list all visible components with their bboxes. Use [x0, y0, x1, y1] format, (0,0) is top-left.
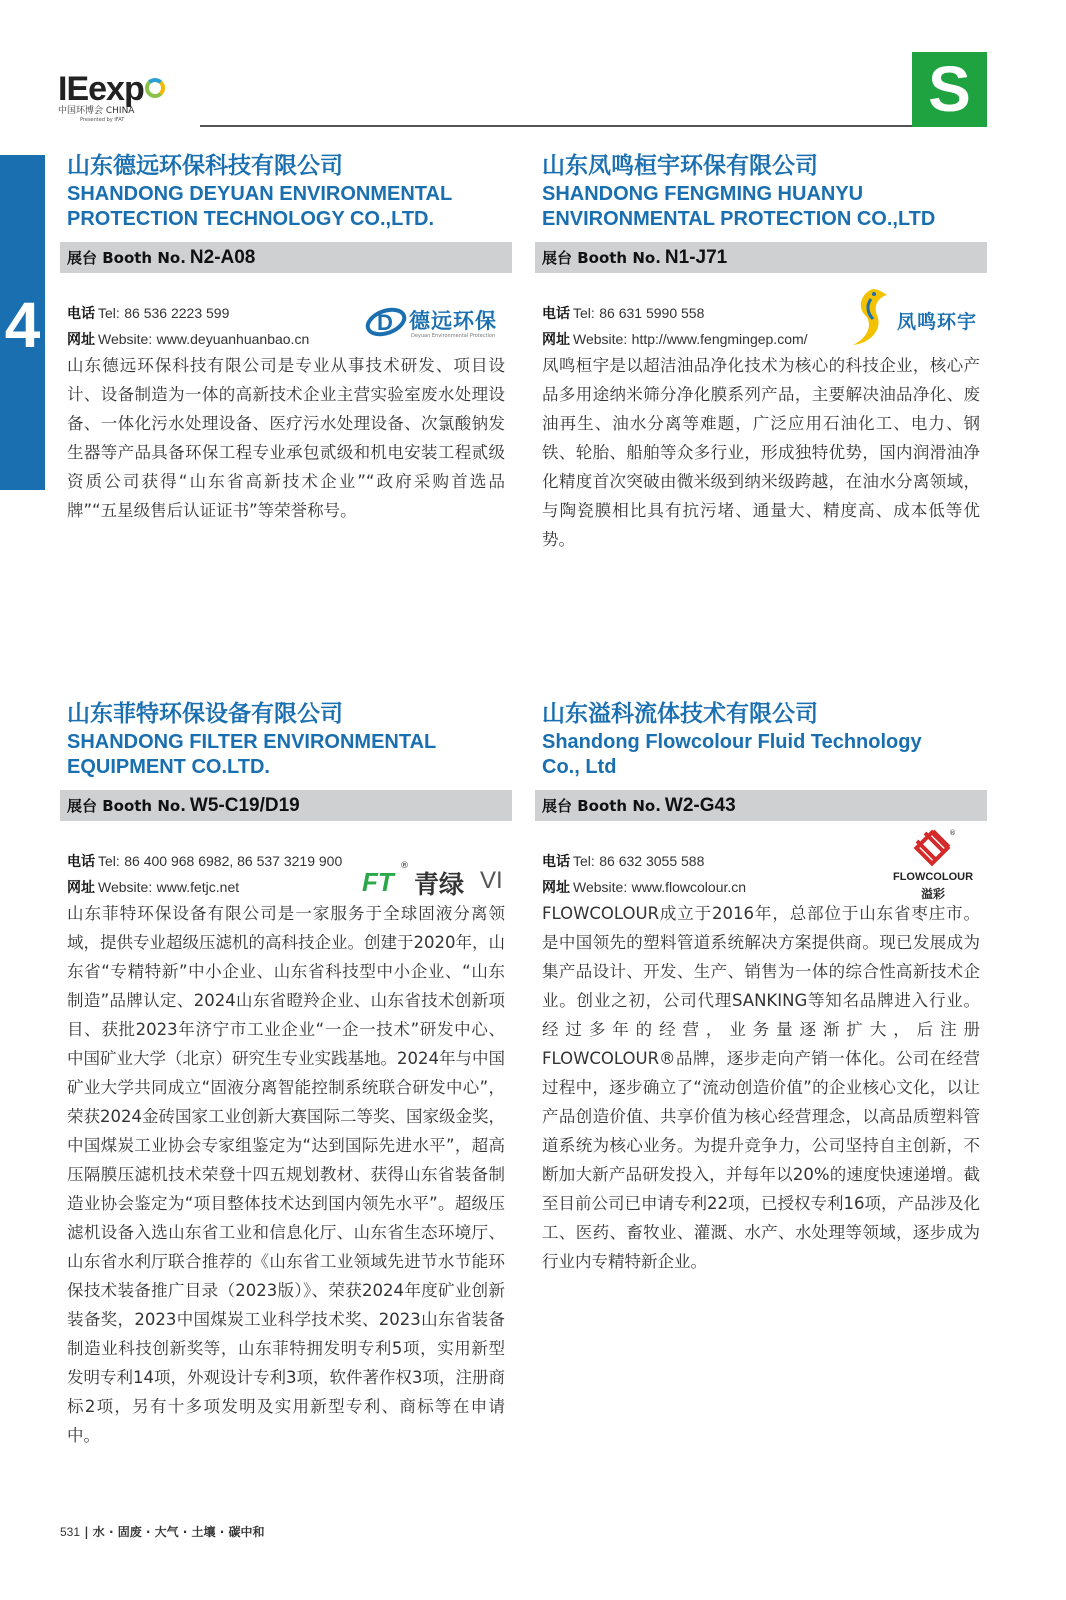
header-rule [200, 125, 987, 127]
company-description: 凤鸣桓宇是以超洁油品净化技术为核心的科技企业，核心产品多用途纳米筛分净化膜系列产品，主要解决油品净化、废油再生、油水分离等难题，广泛应用石油化工、电力、钢铁、轮胎、船舶等众多行业，形成独特优势，国内润滑油净化精度首次突破由微米级到纳米级跨越，在油水分离领域，与陶瓷膜相比具有抗污堵、通量大、精度高、成本低等优势。 [542, 356, 980, 549]
contact-block [535, 273, 987, 351]
website-link[interactable]: www.fetjc.net [156, 879, 240, 895]
deyuan-logo-subtext: Deyuan Environmental Protection [411, 333, 496, 339]
phoenix-icon [843, 285, 891, 351]
booth-number: W5-C19/D19 [189, 795, 300, 816]
booth-bar [535, 790, 987, 821]
company-name-cn: 山东溢科流体技术有限公司 [542, 701, 818, 727]
qinglv-logo-suffix: VI [480, 867, 503, 894]
deyuan-logo-text: 德远环保 [409, 309, 497, 333]
qinglv-logo-text: 青绿 [414, 870, 465, 899]
footer-separator: | [84, 1525, 89, 1539]
company-description: FLOWCOLOUR成立于2016年，总部位于山东省枣庄市。是中国领先的塑料管道系统解决方案提供商。现已发展成为集产品设计、开发、生产、销售为一体的综合性高新技术企业。创业之初，公司代理SANKING等知名品牌进入行业。经过多年的经营，业务量逐渐扩大，后注册FLOWCOLOUR®品牌，逐步走向产销一体化。公司在经营过程中，逐步确立了“流动创造价值”的企业核心文化，以让产品创造价值、共享价值为核心经营理念，以高品质塑料管道系统为核心业务。为提升竞争力，公司坚持自主创新，不断加大新产品研发投入，并每年以20%的速度快速递增。截至目前公司已申请专利22项，已授权专利16项，产品涉及化工、医药、畜牧业、灌溉、水产、水处理等领域，逐步成为行业内专精特新企业。 [542, 904, 980, 1271]
page-footer [60, 1523, 264, 1540]
company-name-en: SHANDONG FILTER ENVIRONMENTAL EQUIPMENT CO.LTD. [67, 731, 437, 778]
section-letter-tab: S [912, 52, 987, 127]
company-card [535, 698, 987, 1276]
tel-row: 电话 Tel: 86 400 968 6982, 86 537 3219 900 [67, 853, 343, 870]
booth-label: 展台 Booth No. [67, 797, 186, 815]
website-link[interactable]: www.deyuanhuanbao.cn [156, 331, 310, 347]
booth-label: 展台 Booth No. [542, 797, 661, 815]
tel-value: 86 631 5990 558 [599, 305, 705, 321]
logo-main-text: IEexp [58, 70, 144, 108]
tel-value: 86 632 3055 588 [599, 853, 705, 869]
company-description: 山东德远环保科技有限公司是专业从事技术研发、项目设计、设备制造为一体的高新技术企业主营实验室废水处理设备、一体化污水处理设备、医疗污水处理设备、次氯酸钠发生器等产品具备环保工程专业承包贰级和机电安装工程贰级资质公司获得“山东省高新技术企业”“政府采购首选品牌”“五星级售后认证证书”等荣誉称号。 [67, 356, 505, 520]
website-row: 网址 Website: www.flowcolour.cn [542, 879, 747, 896]
tel-row: 电话 Tel: 86 632 3055 588 [542, 853, 705, 870]
booth-label: 展台 Booth No. [542, 249, 661, 267]
flowcolour-logo-text: FLOWCOLOUR [892, 871, 974, 883]
svg-text:®: ® [949, 829, 956, 837]
flowcolour-emblem-icon [911, 827, 955, 871]
booth-bar [60, 790, 512, 821]
ieexpo-logo [58, 72, 178, 132]
website-row: 网址 Website: www.fetjc.net [67, 879, 240, 896]
website-link[interactable]: http://www.fengmingep.com/ [631, 331, 808, 347]
booth-number: W2-G43 [664, 795, 736, 816]
company-name-cn: 山东凤鸣桓宇环保有限公司 [542, 153, 818, 179]
company-name-cn: 山东德远环保科技有限公司 [67, 153, 343, 179]
website-link[interactable]: www.flowcolour.cn [631, 879, 747, 895]
logo-subtitle: 中国环博会 CHINA [58, 106, 135, 116]
booth-bar [535, 242, 987, 273]
booth-number: N1-J71 [664, 247, 728, 268]
company-card [60, 698, 512, 1450]
tel-value: 86 536 2223 599 [124, 305, 230, 321]
company-card [535, 150, 987, 554]
fengming-logo-text: 凤鸣环宇 [897, 311, 978, 333]
contact-block [535, 821, 987, 899]
footer-topics: 水 · 固废 · 大气 · 土壤 · 碳中和 [92, 1525, 265, 1539]
tel-row: 电话 Tel: 86 536 2223 599 [67, 305, 230, 322]
deyuan-logo [365, 303, 515, 343]
fengming-logo [843, 285, 987, 351]
tel-value: 86 400 968 6982, 86 537 3219 900 [124, 853, 343, 869]
qinglv-logo-mark: FT [362, 867, 394, 897]
booth-bar [60, 242, 512, 273]
contact-block [60, 821, 512, 899]
website-row: 网址 Website: www.deyuanhuanbao.cn [67, 331, 310, 348]
contact-block [60, 273, 512, 351]
company-name-en: Shandong Flowcolour Fluid Technology Co., Ltd [542, 731, 922, 778]
booth-label: 展台 Booth No. [67, 249, 186, 267]
page-number: 531 [60, 1525, 81, 1539]
svg-text:D: D [377, 310, 393, 335]
company-name-en: SHANDONG FENGMING HUANYU ENVIRONMENTAL PROTECTION CO.,LTD [542, 183, 936, 230]
tel-row: 电话 Tel: 86 631 5990 558 [542, 305, 705, 322]
qinglv-logo: FT ® 青绿 VI [362, 861, 503, 899]
company-card [60, 150, 512, 525]
company-name-cn: 山东菲特环保设备有限公司 [67, 701, 343, 727]
deyuan-logo-icon [365, 305, 407, 339]
side-number: 4 [4, 289, 41, 361]
website-row: 网址 Website: http://www.fengmingep.com/ [542, 331, 808, 348]
company-description: 山东菲特环保设备有限公司是一家服务于全球固液分离领域，提供专业超级压滤机的高科技企业。创建于2020年，山东省“专精特新”中小企业、山东省科技型中小企业、“山东制造”品牌认定、2024山东省瞪羚企业、山东省技术创新项目、获批2023年济宁市工业企业“一企一技术”研发中心、中国矿业大学（北京）研究生专业实践基地。2024年与中国矿业大学共同成立“固液分离智能控制系统联合研发中心”，荣获2024金砖国家工业创新大赛国际二等奖、国家级金奖，中国煤炭工业协会专家组鉴定为“达到国际先进水平”，超高压隔膜压滤机技术荣登十四五规划教材、获得山东省装备制造业协会鉴定为“项目整体技术达到国内领先水平”。超级压滤机设备入选山东省工业和信息化厅、山东省生态环境厅、山东省水利厅联合推荐的《山东省工业领域先进节水节能环保技术装备推广目录（2023版）》、荣获2024年度矿业创新装备奖，2023中国煤炭工业科学技术奖、2023山东省装备制造业科技创新奖等，山东菲特拥发明专利5项，实用新型发明专利14项，外观设计专利3项，软件著作权3项，注册商标2项，另有十多项发明及实用新型专利、商标等在申请中。 [67, 904, 505, 1445]
logo-ring-icon [145, 78, 165, 98]
logo-presented: Presented by IFAT [80, 117, 125, 123]
company-name-en: SHANDONG DEYUAN ENVIRONMENTAL PROTECTION TECHNOLOGY CO.,LTD. [67, 183, 453, 230]
flowcolour-logo-subtext: 溢彩 [920, 887, 945, 901]
flowcolour-logo [881, 827, 985, 901]
booth-number: N2-A08 [189, 247, 256, 268]
